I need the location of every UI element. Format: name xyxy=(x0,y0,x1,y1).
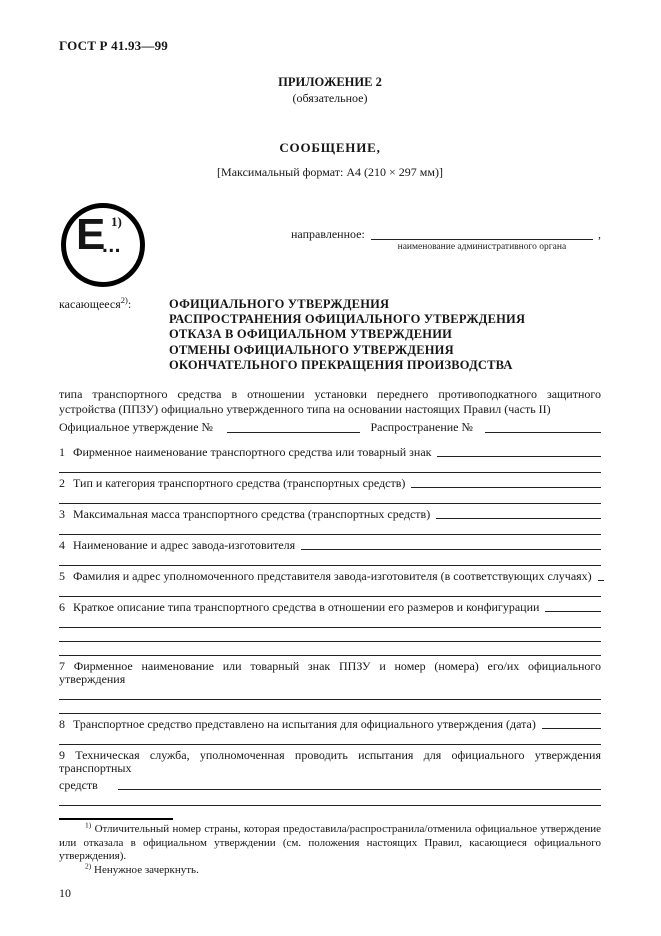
form-field-7 xyxy=(59,656,601,714)
field-label: Фирменное наименование транспортного средства или товарный знак xyxy=(73,445,432,460)
blank-line xyxy=(59,552,601,566)
appendix-note: (обязательное) xyxy=(292,91,368,105)
e-mark-footnote-ref: 1) xyxy=(111,214,122,229)
approval-option: ОТКАЗА В ОФИЦИАЛЬНОМ УТВЕРЖДЕНИИ xyxy=(169,327,453,342)
concerning-label-text: касающееся xyxy=(59,297,121,311)
footnote-ref: 2) xyxy=(120,295,128,305)
emark-section xyxy=(59,195,601,291)
field-number: 3 xyxy=(59,507,65,522)
form-field-3 xyxy=(59,504,601,535)
page-number: 10 xyxy=(59,886,71,901)
footnote-marker: 1) xyxy=(85,820,92,830)
form-field-8 xyxy=(59,714,601,745)
directed-field xyxy=(371,227,593,252)
message-title: СООБЩЕНИЕ, xyxy=(279,140,381,155)
field-label: Фамилия и адрес уполномоченного представителя завода-изготовителя (в соответствующих случаях) xyxy=(73,569,592,584)
blank-line xyxy=(59,642,601,656)
approval-options-list xyxy=(169,297,525,373)
blank-line xyxy=(411,487,601,488)
form-field-9 xyxy=(59,745,601,806)
directed-comma: , xyxy=(598,227,601,241)
blank-line xyxy=(59,614,601,628)
blank-line xyxy=(59,731,601,745)
directed-label: направленное: xyxy=(291,227,365,241)
e-mark-dots: ... xyxy=(102,234,122,257)
footnote-1 xyxy=(59,820,601,864)
blank-line xyxy=(227,432,360,433)
footnote-marker: 2) xyxy=(85,860,92,870)
blank-line xyxy=(118,789,601,790)
field-number: 8 xyxy=(59,717,65,732)
concerning-section xyxy=(59,297,601,373)
approval-option: ОФИЦИАЛЬНОГО УТВЕРЖДЕНИЯ xyxy=(169,297,390,311)
intro-paragraph: типа транспортного средства в отношении установки переднего противоподкатного защитного устройства (ППЗУ) официально утвержденного типа на основании настоящих Правил (часть II) xyxy=(59,387,601,417)
e-mark-letter: E xyxy=(76,210,106,259)
blank-line xyxy=(59,459,601,473)
field-label: Тип и категория транспортного средства (транспортных средств) xyxy=(73,476,406,491)
form-field-2 xyxy=(59,473,601,504)
approval-number-row xyxy=(59,420,601,435)
footnote-text: Ненужное зачеркнуть. xyxy=(94,863,199,876)
field-label: Транспортное средство представлено на испытания для официального утверждения (дата) xyxy=(73,717,536,732)
field-number: 7 xyxy=(59,659,65,674)
blank-line xyxy=(436,518,601,519)
blank-line xyxy=(371,227,593,240)
blank-line xyxy=(59,583,601,597)
blank-line xyxy=(59,521,601,535)
appendix-title: ПРИЛОЖЕНИЕ 2 xyxy=(278,75,382,89)
footnote-text: Отличительный номер страны, которая предоставила/распространила/отменила официальное утверждение или отказала в официальном утверждении (см. положения настоящих Правил, касающиеся официального утверждения). xyxy=(59,823,601,863)
field-label: Максимальная масса транспортного средства (транспортных средств) xyxy=(73,507,431,522)
footnotes-section xyxy=(59,818,601,877)
field-label: Краткое описание типа транспортного средства в отношении его размеров и конфигурации xyxy=(73,600,540,615)
field-number: 9 xyxy=(59,748,65,763)
footnote-separator xyxy=(59,818,173,820)
blank-line xyxy=(59,628,601,642)
field-label: Фирменное наименование или товарный знак ППЗУ и номер (номера) его/их официального утверждения xyxy=(59,659,602,687)
standard-number: ГОСТ Р 41.93—99 xyxy=(59,38,168,53)
approval-number-label: Официальное утверждение № xyxy=(59,420,214,435)
field-number: 6 xyxy=(59,600,65,615)
field-label-continued: средств xyxy=(59,778,98,793)
field-number: 4 xyxy=(59,538,65,553)
blank-line xyxy=(59,792,601,806)
form-field-5 xyxy=(59,566,601,597)
approval-option: ОТМЕНЫ ОФИЦИАЛЬНОГО УТВЕРЖДЕНИЯ xyxy=(169,342,454,357)
blank-line xyxy=(59,686,601,700)
approval-option: ОКОНЧАТЕЛЬНОГО ПРЕКРАЩЕНИЯ ПРОИЗВОДСТВА xyxy=(169,357,513,372)
field-label: Техническая служба, уполномоченная проводить испытания для официального утверждения транспортных xyxy=(59,748,601,776)
field-number: 1 xyxy=(59,445,65,460)
blank-line xyxy=(485,432,601,433)
blank-line xyxy=(542,728,601,729)
directed-caption: наименование административного органа xyxy=(397,242,567,252)
form-field-1 xyxy=(59,442,601,473)
blank-line xyxy=(59,700,601,714)
blank-line xyxy=(301,549,601,550)
format-note: [Максимальный формат: А4 (210 × 297 мм)] xyxy=(217,165,443,179)
blank-line xyxy=(437,456,601,457)
footnote-2 xyxy=(59,860,601,878)
page-content xyxy=(59,0,601,901)
field-number: 2 xyxy=(59,476,65,491)
extension-number-label: Распространение № xyxy=(370,420,473,435)
form-field-6 xyxy=(59,597,601,656)
e-approval-mark-icon xyxy=(61,203,145,287)
blank-line xyxy=(545,611,601,612)
blank-line xyxy=(598,580,604,581)
directed-to-block xyxy=(291,227,601,252)
form-fields xyxy=(59,442,601,806)
blank-line xyxy=(59,490,601,504)
concerning-label xyxy=(59,297,169,373)
form-field-4 xyxy=(59,535,601,566)
field-number: 5 xyxy=(59,569,65,584)
field-label: Наименование и адрес завода-изготовителя xyxy=(73,538,296,553)
concerning-colon: : xyxy=(127,297,132,311)
approval-option: РАСПРОСТРАНЕНИЯ ОФИЦИАЛЬНОГО УТВЕРЖДЕНИЯ xyxy=(169,312,526,327)
